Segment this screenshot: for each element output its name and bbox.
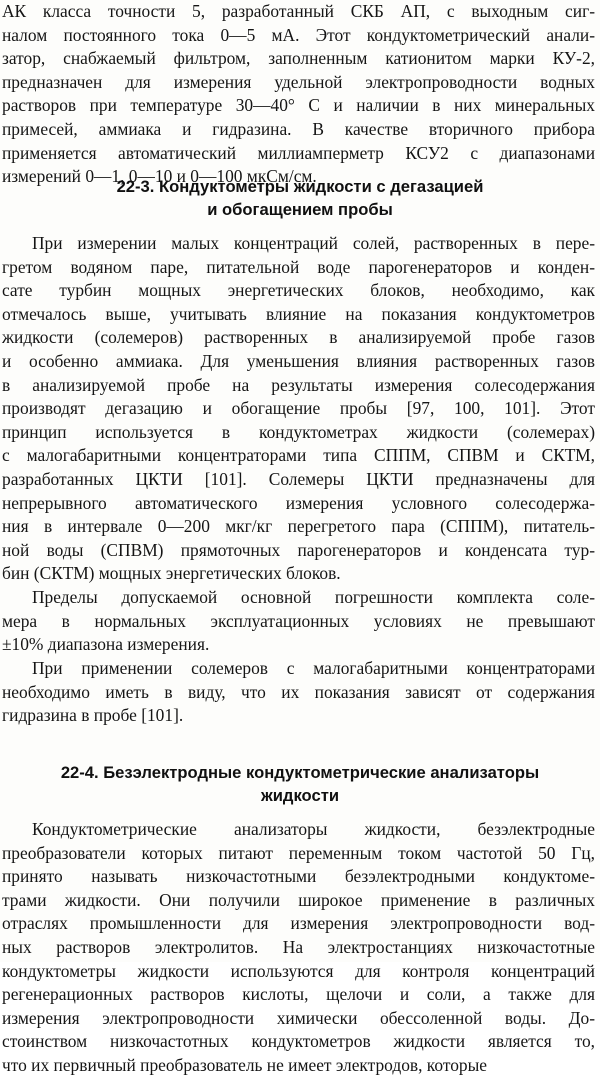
text-line: ной воды (СПВМ) прямоточных парогенераторов и конденсата тур- bbox=[2, 539, 595, 560]
section-22-4-paragraph-1 bbox=[0, 818, 600, 1078]
text-line: принято называть низкочастотными безэлектродными кондуктоме- bbox=[2, 866, 595, 887]
text-line: измерения электропроводности химически обессоленной воды. До- bbox=[2, 1007, 595, 1028]
section-22-4-heading bbox=[0, 761, 600, 807]
text-line: и особенно аммиака. Для уменьшения влияния растворенных газов bbox=[2, 350, 595, 371]
text-line: с малогабаритными концентраторами типа СППМ, СПВМ и СКТМ, bbox=[2, 445, 595, 466]
text-line: Пределы допускаемой основной погрешности комплекта соле- bbox=[32, 587, 595, 607]
text-line: мера в нормальных эксплуатационных условиях не превышают bbox=[2, 610, 595, 631]
text-line: налом постоянного тока 0—5 мА. Этот кондуктометрический анали- bbox=[2, 24, 595, 45]
heading-line: жидкости bbox=[260, 786, 340, 805]
text-line: ных растворов электролитов. На электростанциях низкочастотные bbox=[2, 936, 595, 957]
text-line: стоинством низкочастотных кондуктометров жидкости является то, bbox=[2, 1031, 595, 1052]
text-line: ±10% диапазона измерения. bbox=[2, 634, 210, 655]
text-line: гретом водяном паре, питательной воде парогенераторов и конден- bbox=[2, 256, 595, 277]
text-line: разработанных ЦКТИ [101]. Солемеры ЦКТИ предназначены для bbox=[2, 468, 595, 489]
text-line: измерений 0—1, 0—10 и 0—100 мкСм/см. bbox=[2, 166, 317, 187]
text-line: предназначен для измерения удельной электропроводности водных bbox=[2, 71, 595, 92]
text-line: что их первичный преобразователь не имеет электродов, которые bbox=[2, 1054, 487, 1075]
text-line: принцип используется в кондуктометрах жидкости (солемерах) bbox=[2, 421, 595, 442]
text-line: Кондуктометрические анализаторы жидкости, безэлектродные bbox=[32, 819, 595, 839]
text-line: жидкости (солемеров) растворенных в анализируемой пробе газов bbox=[2, 327, 595, 348]
text-line: ния в интервале 0—200 мкг/кг перегретого пара (СППМ), питатель- bbox=[2, 516, 595, 537]
text-line: затор, снабжаемый фильтром, заполненным катионитом марки КУ-2, bbox=[2, 48, 595, 69]
text-line: трами жидкости. Они получили широкое применение в различных bbox=[2, 889, 595, 910]
text-line: необходимо иметь в виду, что их показания зависят от содержания bbox=[2, 681, 595, 702]
text-line: растворов при температуре 30—40° С и наличии в них минеральных bbox=[2, 95, 595, 116]
section-22-3-heading bbox=[0, 175, 600, 221]
text-line: непрерывного автоматического измерения условного солесодержа- bbox=[2, 492, 595, 513]
text-line: бин (СКТМ) мощных энергетических блоков. bbox=[2, 563, 341, 584]
text-line: преобразователи которых питают переменным током частотой 50 Гц, bbox=[2, 842, 595, 863]
section-22-3-paragraph-1 bbox=[0, 232, 600, 586]
section-22-3-paragraph-3 bbox=[0, 657, 600, 728]
intro-paragraph bbox=[0, 0, 600, 189]
text-line: При измерении малых концентраций солей, растворенных в пере- bbox=[32, 233, 595, 253]
text-line: сате турбин мощных энергетических блоков, необходимо, как bbox=[2, 280, 595, 301]
text-line: отраслях промышленности для измерения электропроводности вод- bbox=[2, 913, 595, 934]
text-line: кондуктометры жидкости используются для контроля концентраций bbox=[2, 960, 595, 981]
section-22-3-paragraph-2 bbox=[0, 586, 600, 657]
text-line: отмечалось выше, учитывать влияние на показания кондуктометров bbox=[2, 303, 595, 324]
text-line: АК класса точности 5, разработанный СКБ АП, с выходным сиг- bbox=[2, 1, 595, 21]
text-line: регенерационных растворов кислоты, щелочи и соли, а также для bbox=[2, 984, 595, 1005]
heading-line: 22-4. Безэлектродные кондуктометрические анализаторы bbox=[60, 763, 540, 782]
text-line: гидразина в пробе [101]. bbox=[2, 705, 184, 726]
heading-line: и обогащением пробы bbox=[207, 200, 393, 219]
text-line: применяется автоматический миллиамперметр КСУ2 с диапазонами bbox=[2, 142, 595, 163]
text-line: в анализируемой пробе на результаты измерения солесодержания bbox=[2, 374, 595, 395]
text-line: производят дегазацию и обогащение пробы [97, 100, 101]. Этот bbox=[2, 398, 595, 419]
text-line: примесей, аммиака и гидразина. В качестве вторичного прибора bbox=[2, 118, 595, 139]
text-line: При применении солемеров с малогабаритными концентраторами bbox=[32, 658, 595, 678]
heading-line: 22-3. Кондуктометры жидкости с дегазацией bbox=[116, 177, 484, 196]
